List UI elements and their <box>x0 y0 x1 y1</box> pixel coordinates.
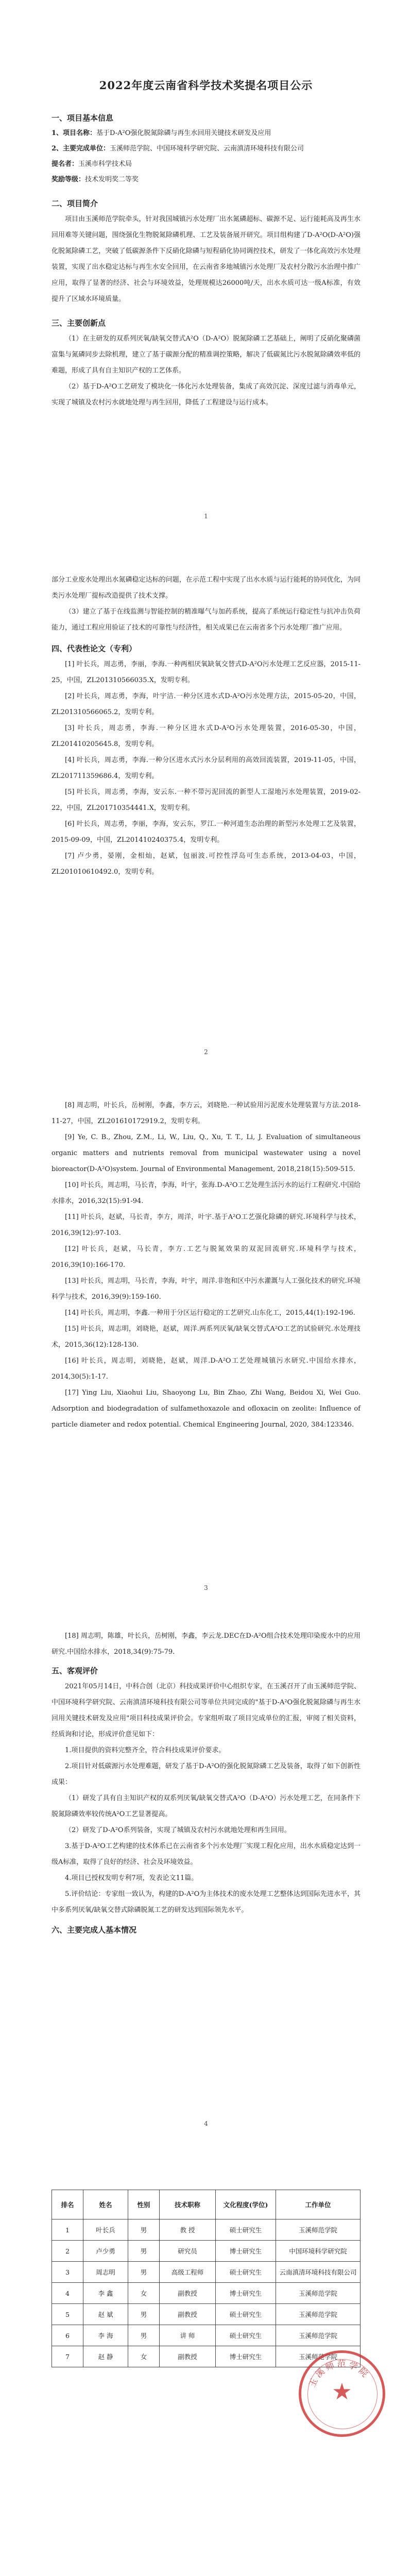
page-number-1: 1 <box>204 513 208 520</box>
table-row <box>52 2304 360 2325</box>
reference-1: [1] 叶长兵，周志勇，李丽，李海.一种两相厌氧缺氧交替式D-A²O污水处理工艺反应器，2015-11-25，中国，ZL201310566035.X，发明专利。 <box>52 660 360 684</box>
section-5-heading: 五、客观评价 <box>52 1666 98 1675</box>
evaluation-item-1: 1.项目提供的资料完整齐全，符合科技成果评价要求。 <box>65 1747 226 1754</box>
cell-rank: 7 <box>52 2346 83 2367</box>
section-4-heading: 四、代表性论文（专利） <box>52 644 137 653</box>
cell-education: 博士研究生 <box>216 2283 276 2304</box>
award-level-line <box>52 172 360 188</box>
section-6-heading: 六、主要完成人基本情况 <box>52 1925 137 1935</box>
cell-rank: 4 <box>52 2283 83 2304</box>
table-row <box>52 2325 360 2346</box>
col-rank: 排名 <box>52 2190 83 2219</box>
cell-education: 硕士研究生 <box>216 2325 276 2346</box>
cell-rank: 5 <box>52 2304 83 2325</box>
cell-name: 叶长兵 <box>83 2219 128 2241</box>
project-name-value: 基于D-A²O强化脱氮除磷与再生水回用关键技术研发及应用 <box>96 129 271 137</box>
cell-name: 赵 斌 <box>83 2304 128 2325</box>
cell-name: 周志明 <box>83 2262 128 2283</box>
award-level-label: 奖励等级： <box>52 176 85 183</box>
award-level-value: 技术发明奖二等奖 <box>85 176 139 183</box>
page-number-4: 4 <box>204 2120 208 2127</box>
project-name-line <box>52 126 360 141</box>
reference-12: [12] 叶长兵，赵斌，马长青，李方.工艺与脱氮效果的双泥回流研究.环境科学与技术，2016,39(10):166-170. <box>52 1245 360 1269</box>
page-4-content <box>52 1628 360 1938</box>
page-5 <box>0 2143 412 2576</box>
col-title: 技术职称 <box>160 2190 216 2219</box>
nominator-value: 玉溪市科学技术局 <box>78 160 132 168</box>
reference-8: [8] 周志明，叶长兵，岳树刚，李鑫，李方云，刘晓艳.一种试验用污泥废水处理装置与方法.2018-11-27，中国，ZL201610172919.2，发明专利。 <box>52 1101 360 1125</box>
cell-workplace: 玉溪师范学院 <box>276 2283 360 2304</box>
reference-11: [11] 叶长兵，赵斌，马长青，李方，周洋，叶宇.基于A²O工艺强化除磷的研究.环境科学与技术，2016,39(12):97-103. <box>52 1213 360 1237</box>
cell-workplace: 云南滇清环境科技有限公司 <box>276 2262 360 2283</box>
doc-title: 2022年度云南省科学技术奖提名项目公示 <box>99 79 313 92</box>
team-table <box>52 2190 360 2367</box>
nominator-line <box>52 157 360 172</box>
reference-4: [4] 叶长兵，周志勇，李海.一种分区进水式污水分层利用的高效回流装置，2019-11-05，中国，ZL201711359686.4，发明专利。 <box>52 756 360 780</box>
cell-title: 讲 师 <box>160 2325 216 2346</box>
cell-rank: 1 <box>52 2219 83 2241</box>
evaluation-item-3: （1）研发了具有自主知识产权的双系列厌氧/缺氧交替式A²O（D-A²O）污水处理工艺，在同条件下脱氮除磷效率较传统A²O工艺显著提高。 <box>52 1794 360 1818</box>
cell-rank: 3 <box>52 2262 83 2283</box>
cell-workplace: 中国环境科学研究院 <box>276 2241 360 2262</box>
reference-6: [6] 叶长兵，周志勇，李丽，李海，安云东，罗江.一种河道生态治理的新型污水处理工艺及装置，2015-09-09，中国，ZL201410240375.4，发明专利。 <box>52 820 360 844</box>
reference-7: [7] 卢少勇，晏刚，金相灿，赵斌，包丽波.可控性浮岛可生态系统，2013-04-03，中国，ZL201010610492.0，发明专利。 <box>52 852 360 876</box>
cell-title: 教 授 <box>160 2219 216 2241</box>
cell-workplace: 玉溪师范学院 <box>276 2219 360 2241</box>
evaluation-item-2: 2.项目针对低碳源污水处理难题，研发了基于D-A²O的强化脱氮除磷工艺及装备，取得了如下创新性成果： <box>52 1762 360 1786</box>
units-label: 2、主要完成单位： <box>52 145 110 152</box>
cell-name: 李 鑫 <box>83 2283 128 2304</box>
cell-name: 卢少勇 <box>83 2241 128 2262</box>
cell-gender: 女 <box>128 2346 160 2367</box>
evaluation-intro: 2021年05月14日，中科合创（北京）科技成果评价中心组织专家，在玉溪召开了由玉溪师范学院、中国环境科学研究院、云南滇清环境科技有限公司等单位共同完成的"基于D-A²O强化脱氮除磷与再生水回用关键技术研发及应用"项目科技成果评价会。专家组听取了项目完成单位的汇报，审阅了相关资料，经质询和讨论，形成评价意见如下： <box>52 1683 360 1738</box>
cell-education: 硕士研究生 <box>216 2262 276 2283</box>
cell-workplace: 玉溪师范学院 <box>276 2325 360 2346</box>
cell-gender: 男 <box>128 2304 160 2325</box>
reference-10: [10] 叶长兵，周志明，马长青，李海，叶宇，张海.D-A²O工艺处理生活污水的运行工程研究.中国给水排水，2016,32(15):91-94. <box>52 1181 360 1205</box>
reference-9 <box>52 1129 360 1177</box>
reference-2: [2] 叶长兵，周志勇，李海，叶宇洁.一种分区进水式D-A²O污水处理方法，2015-05-20，中国，ZL201310566065.2，发明专利。 <box>52 692 360 716</box>
page-2-content <box>52 572 360 880</box>
innovation-paragraph-2: （2）基于D-A²O工艺研发了模块化一体化污水处理装备，集成了高效沉淀、深度过滤与消毒单元，实现了城镇及农村污水就地处理与再生回用，降低了工程建设与运行成本。 <box>52 383 360 406</box>
cell-title: 副教授 <box>160 2304 216 2325</box>
section-2-heading: 二、项目简介 <box>52 199 98 208</box>
cell-workplace: 玉溪师范学院 <box>276 2346 360 2367</box>
reference-17: [17] Ying Liu, Xiaohui Liu, Shaoyong Lu, Bin Zhao, Zhi Wang, Beidou Xi, Wei Guo. Adsorption and biodegradation of sulfamethoxazole and ofloxacin on zeolite: Influence of particle diameter and redox potential. Chemical Engineering Journal, 2020, 384:123346. <box>52 1389 360 1429</box>
seal-star-icon: ★ <box>332 2379 352 2405</box>
cell-education: 博士研究生 <box>216 2241 276 2262</box>
page-2 <box>0 536 412 1072</box>
units-value: 玉溪师范学院、中国环境科学研究院、云南滇清环境科技有限公司 <box>110 145 304 152</box>
official-seal <box>299 2350 385 2437</box>
cell-gender: 男 <box>128 2241 160 2262</box>
page-number-2: 2 <box>204 1048 208 1056</box>
reference-3: [3] 叶长兵，周志勇，李海.一种分区进水式D-A²O污水处理装置，2016-05-30，中国，ZL201410205645.8，发明专利。 <box>52 724 360 748</box>
cell-gender: 男 <box>128 2262 160 2283</box>
section-1-heading: 一、项目基本信息 <box>52 113 114 123</box>
cell-title: 研究员 <box>160 2241 216 2262</box>
table-row <box>52 2241 360 2262</box>
col-workplace: 工作单位 <box>276 2190 360 2219</box>
seal-text: 玉溪师范学院 <box>307 2359 371 2389</box>
innovation-paragraph-1: （1）在主研发的双系列厌氧/缺氧交替式A²O（D-A²O）脱氮除磷工艺基础上，阐明了反硝化聚磷菌富集与氮磷同步去除机理，建立了基于碳源分配的精准调控策略，解决了低碳氮比污水脱氮除磷效率低的难题，形成了具有自主知识产权的工艺体系。 <box>52 335 360 375</box>
cell-workplace: 玉溪师范学院 <box>276 2304 360 2325</box>
cell-rank: 6 <box>52 2325 83 2346</box>
project-name-label: 1、项目名称： <box>52 129 97 137</box>
section-3-heading: 三、主要创新点 <box>52 318 106 328</box>
reference-5: [5] 叶长兵，周志勇，李海，安云东.一种不带污泥回流的新型人工湿地污水处理装置，2019-02-22，中国，ZL201710354441.X，发明专利。 <box>52 788 360 812</box>
innovation-continued: 部分工业废水处理出水氮磷稳定达标的问题，在示范工程中实现了出水水质与运行能耗的协同优化，为同类污水处理厂提标改造提供了技术支撑。 <box>52 576 360 600</box>
page-4 <box>0 1607 412 2143</box>
table-row <box>52 2283 360 2304</box>
cell-gender: 男 <box>128 2325 160 2346</box>
cell-gender: 男 <box>128 2219 160 2241</box>
nominator-label: 提名者： <box>52 160 79 168</box>
reference-16: [16] 叶长兵，周志明，刘晓艳，赵斌，周洋.D-A²O工艺处理城镇污水研究.中国给水排水，2014,30(5):1-17. <box>52 1357 360 1381</box>
col-name: 姓名 <box>83 2190 128 2219</box>
reference-14: [14] 叶长兵，周志明，李鑫.一种用于分区运行稳定的工艺研究.山东化工，2015,44(1):192-196. <box>65 1309 355 1317</box>
cell-education: 博士研究生 <box>216 2346 276 2367</box>
table-row <box>52 2262 360 2283</box>
reference-15: [15] 叶长兵，周志明，刘晓艳，赵斌，周洋.两系列厌氧/缺氧交替式A²O工艺的试验研究.水处理技术，2015,36(12):128-130. <box>52 1325 360 1349</box>
cell-rank: 2 <box>52 2241 83 2262</box>
evaluation-item-5: 3.基于D-A²O工艺构建的技术体系已在云南省多个污水处理厂实现工程化应用，出水水质稳定达到一级A标准，取得了良好的经济、社会及环境效益。 <box>52 1842 360 1866</box>
cell-education: 硕士研究生 <box>216 2219 276 2241</box>
page-number-3: 3 <box>204 1584 208 1591</box>
page-1 <box>0 0 412 536</box>
cell-name: 赵 静 <box>83 2346 128 2367</box>
cell-education: 硕士研究生 <box>216 2304 276 2325</box>
units-line <box>52 141 360 157</box>
intro-paragraph: 项目由玉溪师范学院牵头，针对我国城镇污水处理厂出水氮磷超标、碳源不足、运行能耗高及再生水回用难等关键问题，围绕强化生物脱氮除磷机理、工艺及装备展开研究。项目组构建了D-A²O(D-A²O)强化脱氮除磷工艺，突破了低碳源条件下反硝化除磷与短程硝化协同调控技术，研发了一体化高效污水处理装置，实现了出水稳定达标与再生水安全回用，在云南省多地城镇污水处理厂及农村分散污水治理中推广应用，取得了显著的经济、社会与环境效益，处理规模达26000吨/天，出水水质可达一级A标准，有效提升了区域水环境质量。 <box>52 215 360 303</box>
cell-gender: 女 <box>128 2283 160 2304</box>
evaluation-item-6: 4.项目已授权发明专利7项，发表论文11篇。 <box>65 1874 198 1882</box>
cell-name: 李 海 <box>83 2325 128 2346</box>
page-3 <box>0 1072 412 1607</box>
page-5-content <box>52 2190 360 2367</box>
cell-title: 高级工程师 <box>160 2262 216 2283</box>
table-row <box>52 2219 360 2241</box>
evaluation-item-7: 5.评价结论：专家组一致认为，构建的D-A²O为主体技术的废水处理工艺整体达到国际先进水平，其中多系列厌氧/缺氧交替式除磷脱氮工艺的研发达到国际领先水平。 <box>52 1890 360 1914</box>
page-3-content <box>52 1097 360 1433</box>
innovation-paragraph-3: （3）建立了基于在线监测与智能控制的精准曝气与加药系统，提高了系统运行稳定性与抗冲击负荷能力，通过工程应用验证了技术的可靠性与经济性，相关成果已在云南省多个污水处理厂推广应用。 <box>52 608 360 632</box>
col-education: 文化程度(学位) <box>216 2190 276 2219</box>
cell-title: 副教授 <box>160 2346 216 2367</box>
reference-18: [18] 周志明，陈雄，叶长兵，岳树刚，李鑫，李云龙.DEC在D-A²O组合技术处理印染废水中的应用研究.中国给水排水，2018,34(9):75-79. <box>52 1632 360 1656</box>
reference-9-text: [9] Ye, C. B., Zhou, Z.M., Li, W., Liu, Q., Xu, T. T., Li, J. Evaluation of simultaneous organic matters and nutrients removal from municipal wastewater using a novel bioreactor(D-A²O)system. Journal of Environmental Management, 2018,218(15):509-515. <box>52 1133 360 1173</box>
team-table-header <box>52 2190 360 2219</box>
evaluation-item-4: （2）研发了D-A²O系列装备，实现了城镇及农村污水就地处理和再生回用。 <box>65 1826 291 1834</box>
cell-title: 副教授 <box>160 2283 216 2304</box>
reference-13: [13] 叶长兵，周志明，马长青，李海，叶宇，周洋.非饱和区中污水灌溉与人工强化技术的研究.环境科学与技术，2016,39(9):159-160. <box>52 1277 360 1301</box>
col-gender: 性别 <box>128 2190 160 2219</box>
page-1-content <box>52 77 360 411</box>
